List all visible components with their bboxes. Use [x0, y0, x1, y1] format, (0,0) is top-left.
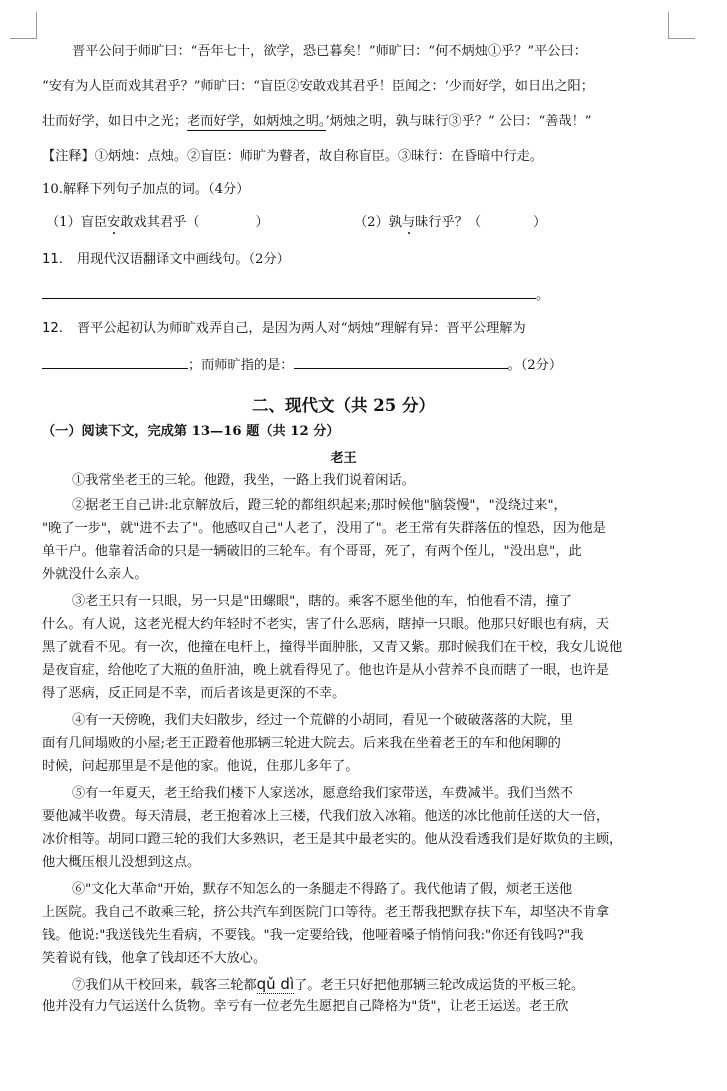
- article-paragraph-3-line-1: ③老王只有一只眼，另一只是"田螺眼"，瞎的。乘客不愿坐他的车，怕他看不清，撞了: [72, 594, 573, 609]
- question-10-title: 10.解释下列句子加点的词。（4分）: [42, 182, 250, 197]
- question-12: 12. 晋平公起初认为师旷戏弄自己，是因为两人对“炳烛”理解有异：晋平公理解为: [42, 321, 526, 336]
- article-paragraph-3-line-3: 黑了就看不见。有一次，他撞在电杆上，撞得半面肿胀，又青又紫。那时候我们在干校，我女儿说他: [42, 640, 623, 655]
- section-2-title: 二、现代文（共 25 分）: [252, 396, 435, 415]
- article-paragraph-2-line-3: 单干户。他靠着活命的只是一辆破旧的三轮车。有个哥哥，死了，有两个侄儿，"没出息"，此: [42, 544, 582, 559]
- page-corner-mark-left: [10, 12, 37, 39]
- article-paragraph-3-line-4: 是夜盲症，给他吃了大瓶的鱼肝油，晚上就看得见了。他也许是从小营养不良而瞎了一眼，也许是: [42, 663, 610, 678]
- article-paragraph-4-line-2: 面有几间塌败的小屋;老王正蹬着他那辆三轮进大院去。后来我在坐着老王的车和他闲聊的: [42, 736, 561, 751]
- question-11-answer-line: 。: [42, 284, 549, 305]
- question-10-part-2: （2）孰与昧行乎？（ ）: [354, 215, 547, 230]
- article-title: 老王: [330, 451, 357, 466]
- classical-line-3: 壮而好学，如日中之光；老而好学，如炳烛之明。’炳烛之明，孰与昧行③乎？” 公曰：“善哉！”: [42, 114, 592, 129]
- article-paragraph-5-line-1: ⑤有一年夏天，老王给我们楼下人家送冰，愿意给我们家带送，车费减半。我们当然不: [72, 786, 574, 801]
- article-paragraph-3-line-2: 什么。有人说，这老光棍大约年轻时不老实，害了什么恶病，瞎掉一只眼。他那只好眼也有病，天: [42, 617, 610, 632]
- article-paragraph-6-line-3: 钱。他说:"我送钱先生看病，不要钱。"我一定要给钱，他哑着嗓子悄悄问我:"你还有钱吗?"我: [42, 928, 584, 943]
- article-paragraph-4-line-3: 时候，问起那里是不是他的家。他说，住那儿多年了。: [42, 759, 359, 774]
- article-paragraph-5-line-3: 冰价相等。胡同口蹬三轮的我们大多熟识，老王是其中最老实的。他从没看透我们是好欺负的主顾，: [42, 832, 623, 847]
- article-paragraph-6-line-1: ⑥"文化大革命"开始，默存不知怎么的一条腿走不得路了。我代他请了假，烦老王送他: [72, 882, 573, 897]
- classical-line-2: “安有为人臣而戏其君乎？”师旷曰：“盲臣②安敢戏其君乎！臣闻之：‘少而好学，如日出之阳；: [42, 79, 594, 94]
- article-paragraph-3-line-5: 得了恶病，反正同是不幸，而后者该是更深的不幸。: [42, 686, 346, 701]
- article-paragraph-2-line-1: ②据老王自己讲:北京解放后，蹬三轮的都组织起来;那时候他"脑袋慢"，"没绕过来"，: [72, 498, 567, 513]
- article-paragraph-7-line-1: ⑦我们从干校回来，载客三轮都qǔ dì了。老王只好把他那辆三轮改成运货的平板三轮。: [72, 975, 585, 993]
- question-11: 11. 用现代汉语翻译文中画线句。（2分）: [42, 252, 290, 267]
- classical-line-1: 晋平公问于师旷曰：“吾年七十，欲学，恐已暮矣！”师旷曰：“何不炳烛①乎？”平公曰：: [72, 44, 587, 59]
- article-paragraph-5-line-2: 要他减半收费。每天清晨，老王抱着冰上三楼，代我们放入冰箱。他送的冰比他前任送的大一倍，: [42, 809, 610, 824]
- question-10-part-1: （1）盲臣安敢戏其君乎（ ）: [46, 215, 269, 230]
- article-paragraph-6-line-4: 笑着说有钱，他拿了钱却还不大放心。: [42, 951, 267, 966]
- page-corner-mark-right: [668, 12, 695, 39]
- section-2-subtitle: （一）阅读下文，完成第 13—16 题（共 12 分）: [42, 424, 340, 439]
- article-paragraph-7-line-2: 他并没有力气运送什么货物。幸亏有一位老先生愿把自己降格为"货"，让老王运送。老王欣: [42, 999, 569, 1014]
- article-paragraph-5-line-4: 他大概压根儿没想到这点。: [42, 855, 201, 870]
- article-paragraph-6-line-2: 上医院。我自己不敢乘三轮，挤公共汽车到医院门口等待。老王帮我把默存扶下车，却坚决不肯拿: [42, 905, 610, 920]
- pinyin-blank: qǔ dì: [256, 975, 295, 993]
- question-12-answer-line: ；而师旷指的是： 。（2分）: [42, 354, 562, 375]
- underlined-sentence: 老而好学，如炳烛之明。: [187, 114, 326, 129]
- article-paragraph-2-line-4: 外就没什么亲人。: [42, 567, 148, 582]
- article-paragraph-4-line-1: ④有一天傍晚，我们夫妇散步，经过一个荒僻的小胡同，看见一个破破落落的大院，里: [72, 713, 574, 728]
- classical-note: 【注释】①炳烛：点烛。②盲臣：师旷为瞽者，故自称盲臣。③昧行：在昏暗中行走。: [42, 149, 544, 164]
- article-paragraph-1: ①我常坐老王的三轮。他蹬，我坐，一路上我们说着闲话。: [72, 473, 415, 488]
- article-paragraph-2-line-2: "晚了一步"，就"进不去了"。他感叹自己"人老了，没用了"。老王常有失群落伍的惶恐，因为他是: [42, 521, 606, 536]
